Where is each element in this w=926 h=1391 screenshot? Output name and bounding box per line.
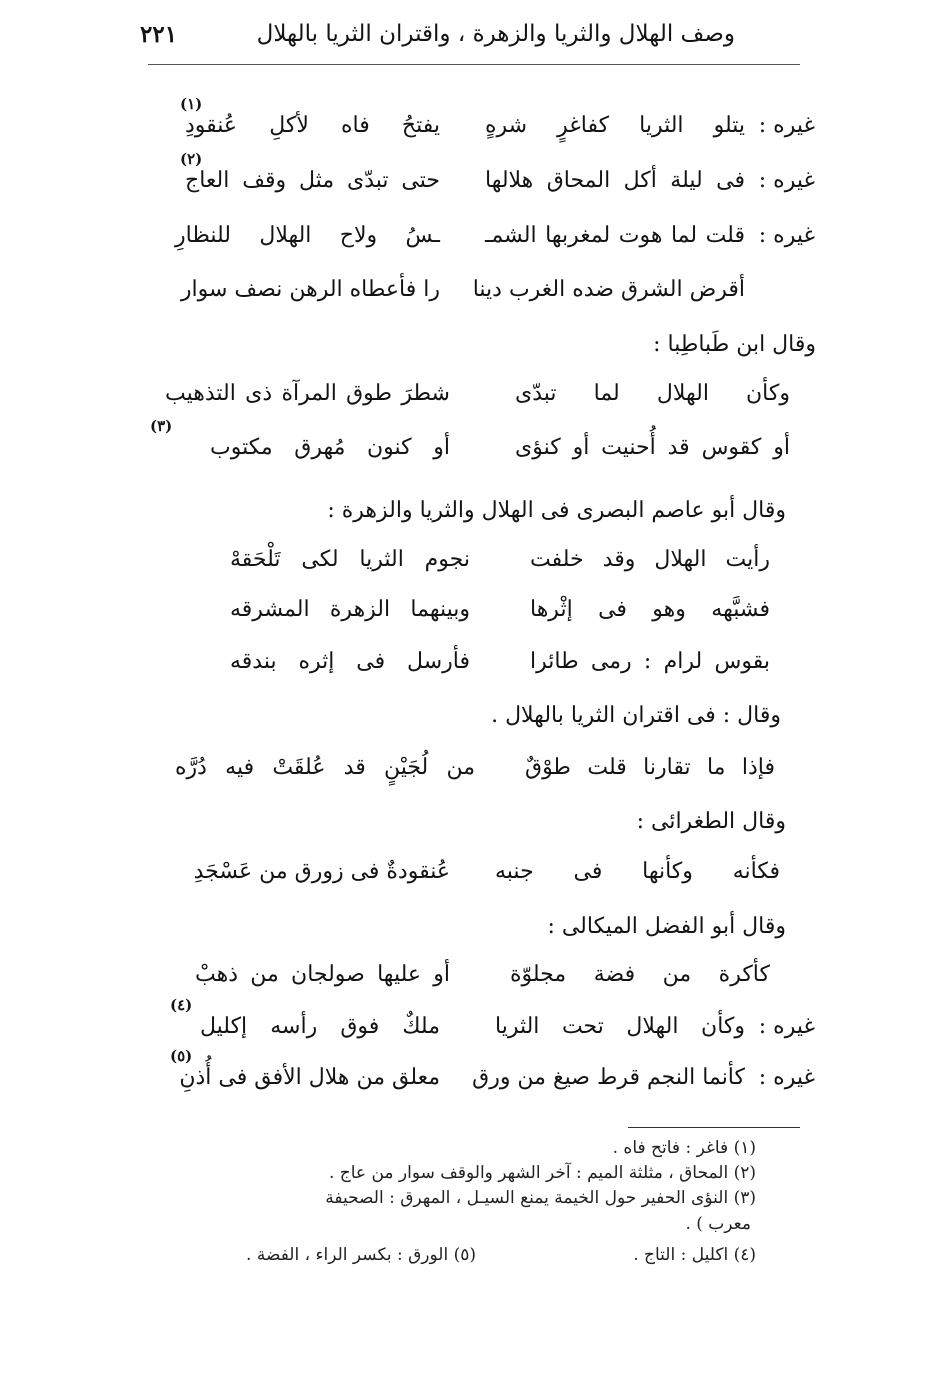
verse-label: غيره :	[758, 113, 815, 138]
hemistich-second: نجوم الثريا لكى تَلْحَقهْ	[230, 547, 470, 572]
header-rule	[148, 64, 800, 65]
hemistich-first: وكأن الهلال لما تبدّى	[515, 381, 790, 406]
hemistich-second: عُنقودةٌ فى زورق من عَسْجَدِ	[193, 859, 450, 884]
hemistich-first: أو كقوس قد أُحنيت أو كنؤى	[515, 435, 790, 460]
hemistich-first: فإذا ما تقارنا قلت طوْقٌ	[525, 755, 775, 780]
verse-line: غيره : يتلو الثريا كفاغرٍ شرهٍ يفتحُ فاه لأكلِ عُنقودِ (١)	[150, 104, 815, 148]
section-intro: وقال : فى اقتران الثريا بالهلال .	[491, 703, 781, 728]
hemistich-second: معلق من هلال الأفق فى أُذنِ	[179, 1065, 440, 1090]
hemistich-second: شطرَ طوق المرآة ذى التذهيب	[165, 381, 450, 406]
hemistich-first: يتلو الثريا كفاغرٍ شرهٍ	[485, 113, 745, 138]
hemistich-second: ـسُ ولاح الهلال للنظارِ	[175, 223, 440, 248]
hemistich-second: من لُجَيْنٍ قد عُلقَتْ فيه دُرَّه	[175, 755, 475, 780]
footnote: (٣) النؤى الحفير حول الخيمة يمنع السيـل ، المهرق : الصحيفة	[325, 1188, 756, 1208]
section-intro: وقال الطغرائى :	[636, 809, 786, 834]
page-header	[140, 14, 735, 54]
hemistich-second: وبينهما الزهرة المشرقه	[230, 597, 470, 622]
verse-label: غيره :	[758, 168, 815, 193]
verse-line	[150, 214, 815, 258]
footnote: معرب ) .	[685, 1214, 751, 1234]
running-title: وصف الهلال والثريا والزهرة ، واقتران الثريا بالهلال	[256, 21, 735, 47]
footnote: (٥) الورق : بكسر الراء ، الفضة .	[246, 1245, 476, 1265]
verse-line	[150, 538, 770, 582]
hemistich-first: قلت لما هوت لمغربها الشمـ	[485, 223, 745, 248]
hemistich-second: را فأعطاه الرهن نصف سوار	[180, 277, 440, 302]
verse-label: غيره :	[758, 1014, 815, 1039]
footnote: (٤) اكليل : التاج .	[633, 1245, 756, 1265]
verse-line	[150, 372, 790, 416]
hemistich-first: كأنما النجم قرط صيغ من ورق	[472, 1065, 745, 1090]
section-intro: وقال أبو عاصم البصرى فى الهلال والثريا والزهرة :	[327, 498, 786, 523]
verse-line	[150, 640, 770, 684]
verse-label: غيره :	[758, 223, 815, 248]
verse-line	[160, 850, 780, 894]
verse-line	[150, 268, 815, 312]
verse-line: غيره : كأنما النجم قرط صيغ من ورق معلق من هلال الأفق فى أُذنِ (٥)	[150, 1056, 815, 1100]
hemistich-first: وكأن الهلال تحت الثريا	[495, 1014, 745, 1039]
verse-line	[160, 746, 775, 790]
hemistich-first: رأيت الهلال وقد خلفت	[530, 547, 770, 572]
verse-line: غيره : فى ليلة أكل المحاق هلالها حتى تبدّى مثل وقف العاج (٢)	[150, 159, 815, 203]
hemistich-first: أقرض الشرق ضده الغرب دينا	[472, 277, 745, 302]
verse-label: غيره :	[758, 1065, 815, 1090]
hemistich-first: فى ليلة أكل المحاق هلالها	[485, 168, 745, 193]
footnote: (٢) المحاق ، مثلثة الميم : آخر الشهر والوقف سوار من عاج .	[328, 1163, 756, 1183]
page-number: ۲۲۱	[140, 20, 178, 48]
hemistich-second: فأرسل فى إثره بندقه	[230, 649, 470, 674]
hemistich-first: فشبَّهه وهو فى إثْرها	[530, 597, 770, 622]
hemistich-second: يفتحُ فاه لأكلِ عُنقودِ	[185, 113, 440, 138]
hemistich-second: أو كنون مُهرق مكتوب	[210, 435, 450, 460]
verse-line: أو كقوس قد أُحنيت أو كنؤى أو كنون مُهرق مكتوب (٣)	[150, 426, 790, 470]
verse-line	[150, 588, 770, 632]
hemistich-second: حتى تبدّى مثل وقف العاج	[185, 168, 440, 193]
verse-line	[150, 953, 770, 997]
hemistich-first: كأكرة من فضة مجلوّة	[510, 962, 770, 987]
section-intro: وقال أبو الفضل الميكالى :	[547, 914, 786, 939]
hemistich-first: بقوس لرام : رمى طائرا	[530, 649, 770, 674]
section-intro: وقال ابن طَباطِبا :	[653, 332, 816, 357]
hemistich-second: ملكٌ فوق رأسه إكليل	[200, 1014, 440, 1039]
footnote: (١) فاغر : فاتح فاه .	[612, 1138, 756, 1158]
hemistich-second: أو عليها صولجان من ذهبْ	[195, 962, 450, 987]
footnote-rule	[628, 1127, 800, 1128]
hemistich-first: فكأنه وكأنها فى جنبه	[495, 859, 780, 884]
verse-line: غيره : وكأن الهلال تحت الثريا ملكٌ فوق رأسه إكليل (٤)	[150, 1005, 815, 1049]
